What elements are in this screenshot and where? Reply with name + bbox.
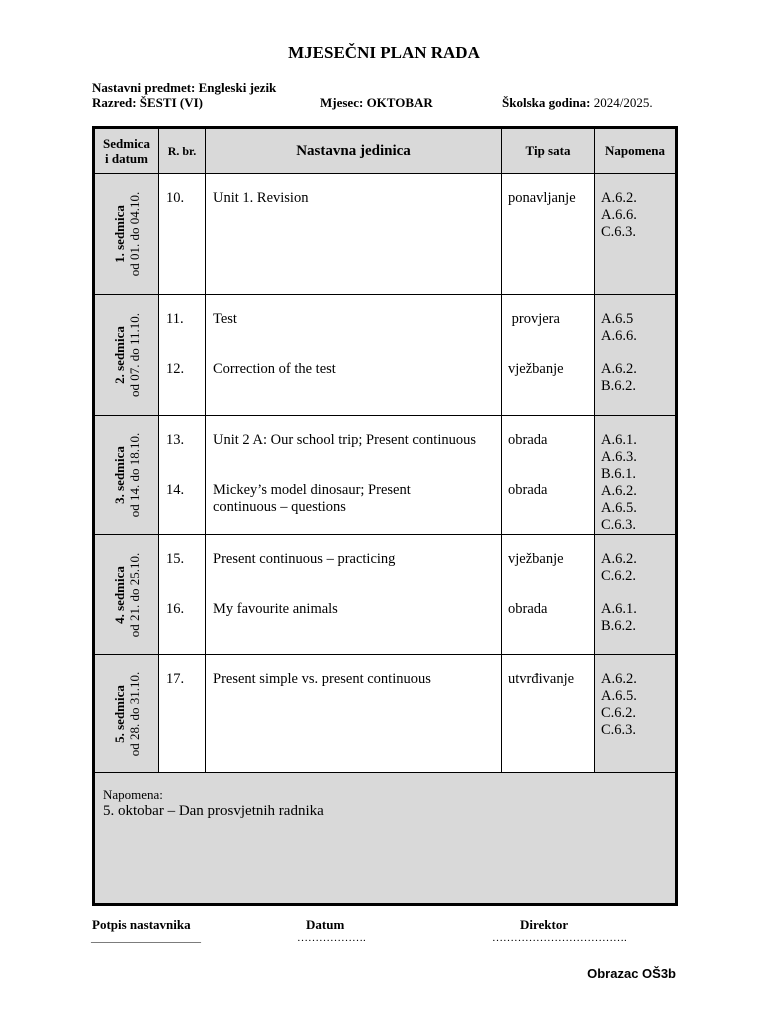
- col-header-type: Tip sata: [502, 128, 595, 174]
- outcome-code: A.6.2.: [601, 361, 637, 377]
- outcome-code: C.6.3.: [601, 224, 637, 240]
- month-line: [320, 95, 433, 111]
- footer-note-label: Napomena:: [103, 787, 163, 802]
- lesson-number: 12.: [166, 361, 185, 377]
- teacher-signature-label: Potpis nastavnika: [92, 917, 191, 932]
- grade-value: ŠESTI (VI): [139, 95, 203, 110]
- outcome-code: A.6.1.: [601, 601, 637, 617]
- outcome-code: A.6.2.: [601, 551, 637, 567]
- outcome-code: A.6.5.: [601, 688, 637, 704]
- subject-label: Nastavni predmet:: [92, 80, 196, 95]
- week-label: 4. sedmica: [111, 565, 127, 624]
- week-label: 5. sedmica: [111, 684, 127, 743]
- week-label: 1. sedmica: [111, 205, 127, 263]
- outcome-code: A.6.2.: [601, 190, 637, 206]
- lesson-unit: Unit 2 A: Our school trip; Present continuous: [213, 432, 476, 448]
- table-row: [94, 655, 677, 773]
- lesson-unit: Unit 1. Revision: [213, 190, 309, 206]
- col-header-week-line1: Sedmica: [103, 136, 150, 151]
- table-header-row: [94, 128, 677, 174]
- outcome-code: A.6.5: [601, 311, 634, 327]
- outcome-code: B.6.2.: [601, 378, 637, 394]
- week-dates: od 01. do 04.10.: [126, 191, 142, 277]
- week-dates: od 14. do 18.10.: [126, 432, 142, 518]
- week-cell: [94, 295, 159, 416]
- lesson-number: 16.: [166, 601, 185, 617]
- lesson-unit: Present continuous – practicing: [213, 551, 396, 567]
- lesson-unit: My favourite animals: [213, 601, 338, 617]
- week-label: 2. sedmica: [111, 326, 127, 384]
- table-footer-row: [94, 773, 677, 905]
- week-cell: [94, 655, 159, 773]
- subject-line: [92, 80, 276, 96]
- month-value: OKTOBAR: [366, 95, 433, 110]
- lesson-type: obrada: [508, 432, 548, 448]
- lesson-number: 14.: [166, 482, 185, 498]
- lesson-type: provjera: [508, 311, 560, 327]
- school-year-label: Školska godina:: [502, 95, 591, 110]
- outcome-code: C.6.2.: [601, 568, 637, 584]
- week-cell: [94, 174, 159, 295]
- lesson-number: 13.: [166, 432, 185, 448]
- month-label: Mjesec:: [320, 95, 364, 110]
- col-header-rb: R. br.: [159, 128, 206, 174]
- form-code: Obrazac OŠ3b: [587, 966, 676, 981]
- lesson-unit: Present simple vs. present continuous: [213, 671, 431, 687]
- outcome-code: B.6.1.: [601, 466, 637, 482]
- school-year-line: [502, 95, 653, 111]
- col-header-note: Napomena: [595, 128, 677, 174]
- page-title: MJESEČNI PLAN RADA: [288, 43, 480, 62]
- date-label: Datum: [306, 917, 345, 932]
- lesson-number: 15.: [166, 551, 185, 567]
- table-row: [94, 174, 677, 295]
- lesson-number: 17.: [166, 671, 185, 687]
- week-dates: od 21. do 25.10.: [126, 552, 142, 637]
- lesson-type: ponavljanje: [508, 190, 576, 206]
- outcome-code: C.6.2.: [601, 705, 637, 721]
- week-dates: od 28. do 31.10.: [126, 671, 142, 756]
- lesson-type: obrada: [508, 482, 548, 498]
- week-dates: od 07. do 11.10.: [126, 312, 142, 398]
- footer-note-cell: [94, 773, 677, 905]
- week-cell: [94, 535, 159, 655]
- lesson-type: vježbanje: [508, 361, 564, 377]
- date-line: ……………….: [297, 932, 366, 944]
- lesson-unit: Correction of the test: [213, 361, 336, 377]
- director-signature-line: ……………………………….: [492, 932, 627, 944]
- col-header-week-line2: i datum: [105, 151, 148, 166]
- table-row: [94, 295, 677, 416]
- outcome-code: C.6.3.: [601, 517, 637, 533]
- school-year-value: 2024/2025.: [593, 95, 653, 110]
- outcome-code: A.6.6.: [601, 207, 637, 223]
- teacher-signature-line: ____________________: [91, 932, 201, 944]
- outcome-code: A.6.3.: [601, 449, 637, 465]
- outcome-code: A.6.6.: [601, 328, 637, 344]
- lesson-type: utvrđivanje: [508, 671, 575, 687]
- week-label: 3. sedmica: [111, 446, 127, 504]
- lesson-number: 10.: [166, 190, 185, 206]
- footer-note-text: 5. oktobar – Dan prosvjetnih radnika: [103, 803, 324, 819]
- lesson-number: 11.: [166, 311, 184, 327]
- table-row: [94, 416, 677, 535]
- plan-table: [92, 126, 678, 906]
- col-header-week: [94, 128, 159, 174]
- col-header-unit: Nastavna jedinica: [206, 128, 502, 174]
- lesson-type: obrada: [508, 601, 548, 617]
- outcome-code: A.6.1.: [601, 432, 637, 448]
- grade-label: Razred:: [92, 95, 137, 110]
- grade-line: [92, 95, 203, 111]
- outcome-code: A.6.2.: [601, 483, 637, 499]
- week-cell: [94, 416, 159, 535]
- lesson-unit: Test: [213, 311, 237, 327]
- lesson-type: vježbanje: [508, 551, 564, 567]
- outcome-code: B.6.2.: [601, 618, 637, 634]
- outcome-code: A.6.5.: [601, 500, 637, 516]
- subject-value: Engleski jezik: [198, 80, 277, 95]
- outcome-code: A.6.2.: [601, 671, 637, 687]
- table-row: [94, 535, 677, 655]
- director-label: Direktor: [520, 917, 569, 932]
- outcome-code: C.6.3.: [601, 722, 637, 738]
- lesson-unit: Mickey’s model dinosaur; Present continuous – questions: [213, 482, 411, 515]
